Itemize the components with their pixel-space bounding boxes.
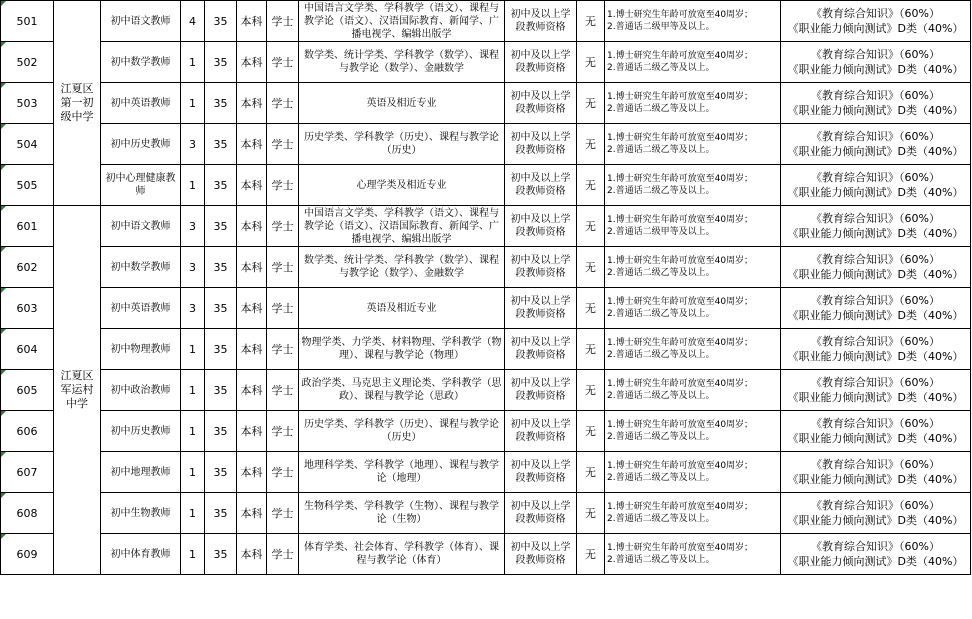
position-name: 初中历史教师 [101,411,181,452]
exam-subject: 《教育综合知识》（60%） [811,89,940,102]
age-limit: 35 [205,42,237,83]
school-name: 江夏区第一初级中学 [54,1,101,206]
teacher-certificate: 初中及以上学段教师资格 [505,493,577,534]
other-requirement: 无 [577,370,605,411]
degree: 学士 [267,206,299,247]
other-conditions [605,1,781,42]
hire-count: 1 [181,534,205,575]
other-requirement: 无 [577,83,605,124]
exam-subject: 《教育综合知识》（60%） [811,335,940,348]
major-requirement: 地理科学类、学科教学（地理）、课程与教学论（地理） [299,452,505,493]
exam-subject: 《职业能力倾向测试》D类（40%） [787,145,964,158]
condition-line: 2.普通话二级乙等及以上。 [607,514,715,524]
age-limit: 35 [205,411,237,452]
table-body [1,1,971,575]
exam-subject: 《教育综合知识》（60%） [811,253,940,266]
exam-subject: 《职业能力倾向测试》D类（40%） [787,514,964,527]
position-code: 501 [1,1,54,42]
condition-line: 2.普通话二级乙等及以上。 [607,268,715,278]
other-conditions [605,370,781,411]
position-name: 初中地理教师 [101,452,181,493]
position-name: 初中生物教师 [101,493,181,534]
exam-subject: 《教育综合知识》（60%） [811,48,940,61]
exam-subjects [781,452,971,493]
condition-line: 2.普通话二级乙等及以上。 [607,63,715,73]
teacher-certificate: 初中及以上学段教师资格 [505,411,577,452]
exam-subjects [781,288,971,329]
condition-line: 2.普通话二级乙等及以上。 [607,145,715,155]
age-limit: 35 [205,124,237,165]
age-limit: 35 [205,83,237,124]
degree: 学士 [267,1,299,42]
condition-line: 2.普通话二级乙等及以上。 [607,104,715,114]
table-row [1,206,971,247]
other-requirement: 无 [577,493,605,534]
major-requirement: 中国语言文学类、学科教学（语文）、课程与教学论（语文）、汉语国际教育、新闻学、广播电视学、编辑出版学 [299,1,505,42]
degree: 学士 [267,411,299,452]
other-conditions [605,493,781,534]
condition-line: 1.博士研究生年龄可放宽至40周岁； [607,215,754,225]
teacher-certificate: 初中及以上学段教师资格 [505,206,577,247]
other-conditions [605,124,781,165]
exam-subjects [781,42,971,83]
position-code: 608 [1,493,54,534]
degree: 学士 [267,288,299,329]
hire-count: 1 [181,42,205,83]
condition-line: 1.博士研究生年龄可放宽至40周岁； [607,10,754,20]
exam-subjects [781,165,971,206]
table-row [1,288,971,329]
table-row [1,165,971,206]
exam-subject: 《教育综合知识》（60%） [811,458,940,471]
other-requirement: 无 [577,288,605,329]
exam-subject: 《教育综合知识》（60%） [811,171,940,184]
education: 本科 [237,165,267,206]
exam-subjects [781,370,971,411]
other-conditions [605,534,781,575]
condition-line: 1.博士研究生年龄可放宽至40周岁； [607,174,754,184]
hire-count: 1 [181,452,205,493]
position-code: 602 [1,247,54,288]
other-requirement: 无 [577,1,605,42]
education: 本科 [237,452,267,493]
teacher-certificate: 初中及以上学段教师资格 [505,329,577,370]
table-row [1,370,971,411]
education: 本科 [237,411,267,452]
other-conditions [605,452,781,493]
exam-subject: 《职业能力倾向测试》D类（40%） [787,555,964,568]
exam-subjects [781,206,971,247]
table-row [1,124,971,165]
condition-line: 1.博士研究生年龄可放宽至40周岁； [607,256,754,266]
position-name: 初中历史教师 [101,124,181,165]
hire-count: 1 [181,329,205,370]
age-limit: 35 [205,370,237,411]
exam-subjects [781,124,971,165]
education: 本科 [237,247,267,288]
position-code: 603 [1,288,54,329]
hire-count: 1 [181,493,205,534]
teacher-certificate: 初中及以上学段教师资格 [505,288,577,329]
other-conditions [605,288,781,329]
other-conditions [605,42,781,83]
teacher-certificate: 初中及以上学段教师资格 [505,534,577,575]
position-code: 505 [1,165,54,206]
hire-count: 3 [181,288,205,329]
major-requirement: 英语及相近专业 [299,83,505,124]
condition-line: 1.博士研究生年龄可放宽至40周岁； [607,420,754,430]
exam-subject: 《职业能力倾向测试》D类（40%） [787,227,964,240]
position-name: 初中政治教师 [101,370,181,411]
major-requirement: 中国语言文学类、学科教学（语文）、课程与教学论（语文）、汉语国际教育、新闻学、广播电视学、编辑出版学 [299,206,505,247]
condition-line: 1.博士研究生年龄可放宽至40周岁； [607,338,754,348]
education: 本科 [237,329,267,370]
exam-subject: 《教育综合知识》（60%） [811,376,940,389]
age-limit: 35 [205,1,237,42]
other-requirement: 无 [577,124,605,165]
exam-subject: 《教育综合知识》（60%） [811,294,940,307]
condition-line: 2.普通话二级乙等及以上。 [607,350,715,360]
education: 本科 [237,1,267,42]
teacher-certificate: 初中及以上学段教师资格 [505,124,577,165]
major-requirement: 生物科学类、学科教学（生物）、课程与教学论（生物） [299,493,505,534]
table-row [1,452,971,493]
exam-subjects [781,83,971,124]
table-row [1,42,971,83]
table-row [1,247,971,288]
condition-line: 1.博士研究生年龄可放宽至40周岁； [607,461,754,471]
table-row [1,329,971,370]
hire-count: 1 [181,83,205,124]
hire-count: 3 [181,124,205,165]
age-limit: 35 [205,493,237,534]
position-name: 初中语文教师 [101,1,181,42]
other-requirement: 无 [577,534,605,575]
exam-subject: 《教育综合知识》（60%） [811,212,940,225]
other-requirement: 无 [577,452,605,493]
degree: 学士 [267,83,299,124]
condition-line: 1.博士研究生年龄可放宽至40周岁； [607,133,754,143]
position-code: 502 [1,42,54,83]
age-limit: 35 [205,206,237,247]
table-row [1,493,971,534]
major-requirement: 心理学类及相近专业 [299,165,505,206]
other-requirement: 无 [577,165,605,206]
school-name: 江夏区军运村中学 [54,206,101,575]
position-name: 初中物理教师 [101,329,181,370]
exam-subject: 《教育综合知识》（60%） [811,7,940,20]
education: 本科 [237,370,267,411]
position-code: 503 [1,83,54,124]
position-name: 初中数学教师 [101,42,181,83]
exam-subjects [781,411,971,452]
degree: 学士 [267,534,299,575]
condition-line: 1.博士研究生年龄可放宽至40周岁； [607,92,754,102]
other-requirement: 无 [577,42,605,83]
position-name: 初中体育教师 [101,534,181,575]
position-name: 初中英语教师 [101,83,181,124]
education: 本科 [237,206,267,247]
exam-subject: 《职业能力倾向测试》D类（40%） [787,268,964,281]
hire-count: 3 [181,206,205,247]
degree: 学士 [267,247,299,288]
degree: 学士 [267,124,299,165]
degree: 学士 [267,42,299,83]
position-name: 初中英语教师 [101,288,181,329]
condition-line: 1.博士研究生年龄可放宽至40周岁； [607,297,754,307]
education: 本科 [237,42,267,83]
condition-line: 2.普通话二级乙等及以上。 [607,432,715,442]
teacher-certificate: 初中及以上学段教师资格 [505,83,577,124]
condition-line: 2.普通话二级甲等及以上。 [607,22,715,32]
table-row [1,1,971,42]
position-code: 504 [1,124,54,165]
other-conditions [605,329,781,370]
condition-line: 2.普通话二级乙等及以上。 [607,309,715,319]
condition-line: 2.普通话二级乙等及以上。 [607,473,715,483]
exam-subject: 《职业能力倾向测试》D类（40%） [787,186,964,199]
position-code: 607 [1,452,54,493]
other-requirement: 无 [577,329,605,370]
condition-line: 2.普通话二级乙等及以上。 [607,555,715,565]
other-conditions [605,247,781,288]
exam-subjects [781,329,971,370]
condition-line: 1.博士研究生年龄可放宽至40周岁； [607,502,754,512]
education: 本科 [237,493,267,534]
table-row [1,411,971,452]
other-conditions [605,206,781,247]
condition-line: 2.普通话二级乙等及以上。 [607,186,715,196]
major-requirement: 体育学类、社会体育、学科教学（体育）、课程与教学论（体育） [299,534,505,575]
age-limit: 35 [205,288,237,329]
hire-count: 1 [181,370,205,411]
position-code: 604 [1,329,54,370]
exam-subjects [781,1,971,42]
other-requirement: 无 [577,206,605,247]
exam-subject: 《职业能力倾向测试》D类（40%） [787,391,964,404]
age-limit: 35 [205,452,237,493]
exam-subject: 《职业能力倾向测试》D类（40%） [787,22,964,35]
exam-subjects [781,534,971,575]
exam-subject: 《教育综合知识》（60%） [811,417,940,430]
exam-subject: 《教育综合知识》（60%） [811,499,940,512]
exam-subject: 《职业能力倾向测试》D类（40%） [787,432,964,445]
condition-line: 1.博士研究生年龄可放宽至40周岁； [607,379,754,389]
major-requirement: 数学类、统计学类、学科教学（数学）、课程与教学论（数学）、金融数学 [299,42,505,83]
age-limit: 35 [205,534,237,575]
degree: 学士 [267,329,299,370]
teacher-certificate: 初中及以上学段教师资格 [505,1,577,42]
teacher-certificate: 初中及以上学段教师资格 [505,247,577,288]
degree: 学士 [267,370,299,411]
degree: 学士 [267,452,299,493]
position-code: 601 [1,206,54,247]
table-row [1,534,971,575]
hire-count: 1 [181,165,205,206]
major-requirement: 政治学类、马克思主义理论类、学科教学（思政）、课程与教学论（思政） [299,370,505,411]
education: 本科 [237,534,267,575]
exam-subject: 《职业能力倾向测试》D类（40%） [787,63,964,76]
exam-subject: 《职业能力倾向测试》D类（40%） [787,350,964,363]
education: 本科 [237,288,267,329]
condition-line: 2.普通话二级甲等及以上。 [607,227,715,237]
teacher-certificate: 初中及以上学段教师资格 [505,42,577,83]
exam-subjects [781,493,971,534]
exam-subject: 《职业能力倾向测试》D类（40%） [787,473,964,486]
position-name: 初中心理健康教师 [101,165,181,206]
condition-line: 2.普通话二级乙等及以上。 [607,391,715,401]
teacher-certificate: 初中及以上学段教师资格 [505,370,577,411]
major-requirement: 物理学类、力学类、材料物理、学科教学（物理）、课程与教学论（物理） [299,329,505,370]
exam-subjects [781,247,971,288]
table-row [1,83,971,124]
exam-subject: 《职业能力倾向测试》D类（40%） [787,104,964,117]
exam-subject: 《教育综合知识》（60%） [811,130,940,143]
position-code: 605 [1,370,54,411]
age-limit: 35 [205,165,237,206]
position-name: 初中语文教师 [101,206,181,247]
other-conditions [605,411,781,452]
age-limit: 35 [205,247,237,288]
education: 本科 [237,124,267,165]
degree: 学士 [267,493,299,534]
hire-count: 4 [181,1,205,42]
degree: 学士 [267,165,299,206]
major-requirement: 历史学类、学科教学（历史）、课程与教学论（历史） [299,411,505,452]
other-requirement: 无 [577,247,605,288]
condition-line: 1.博士研究生年龄可放宽至40周岁； [607,51,754,61]
major-requirement: 数学类、统计学类、学科教学（数学）、课程与教学论（数学）、金融数学 [299,247,505,288]
other-conditions [605,165,781,206]
teacher-certificate: 初中及以上学段教师资格 [505,452,577,493]
exam-subject: 《教育综合知识》（60%） [811,540,940,553]
hire-count: 1 [181,411,205,452]
other-requirement: 无 [577,411,605,452]
teacher-certificate: 初中及以上学段教师资格 [505,165,577,206]
position-name: 初中数学教师 [101,247,181,288]
position-code: 606 [1,411,54,452]
education: 本科 [237,83,267,124]
hire-count: 3 [181,247,205,288]
exam-subject: 《职业能力倾向测试》D类（40%） [787,309,964,322]
position-code: 609 [1,534,54,575]
other-conditions [605,83,781,124]
condition-line: 1.博士研究生年龄可放宽至40周岁； [607,543,754,553]
major-requirement: 英语及相近专业 [299,288,505,329]
major-requirement: 历史学类、学科教学（历史）、课程与教学论（历史） [299,124,505,165]
age-limit: 35 [205,329,237,370]
